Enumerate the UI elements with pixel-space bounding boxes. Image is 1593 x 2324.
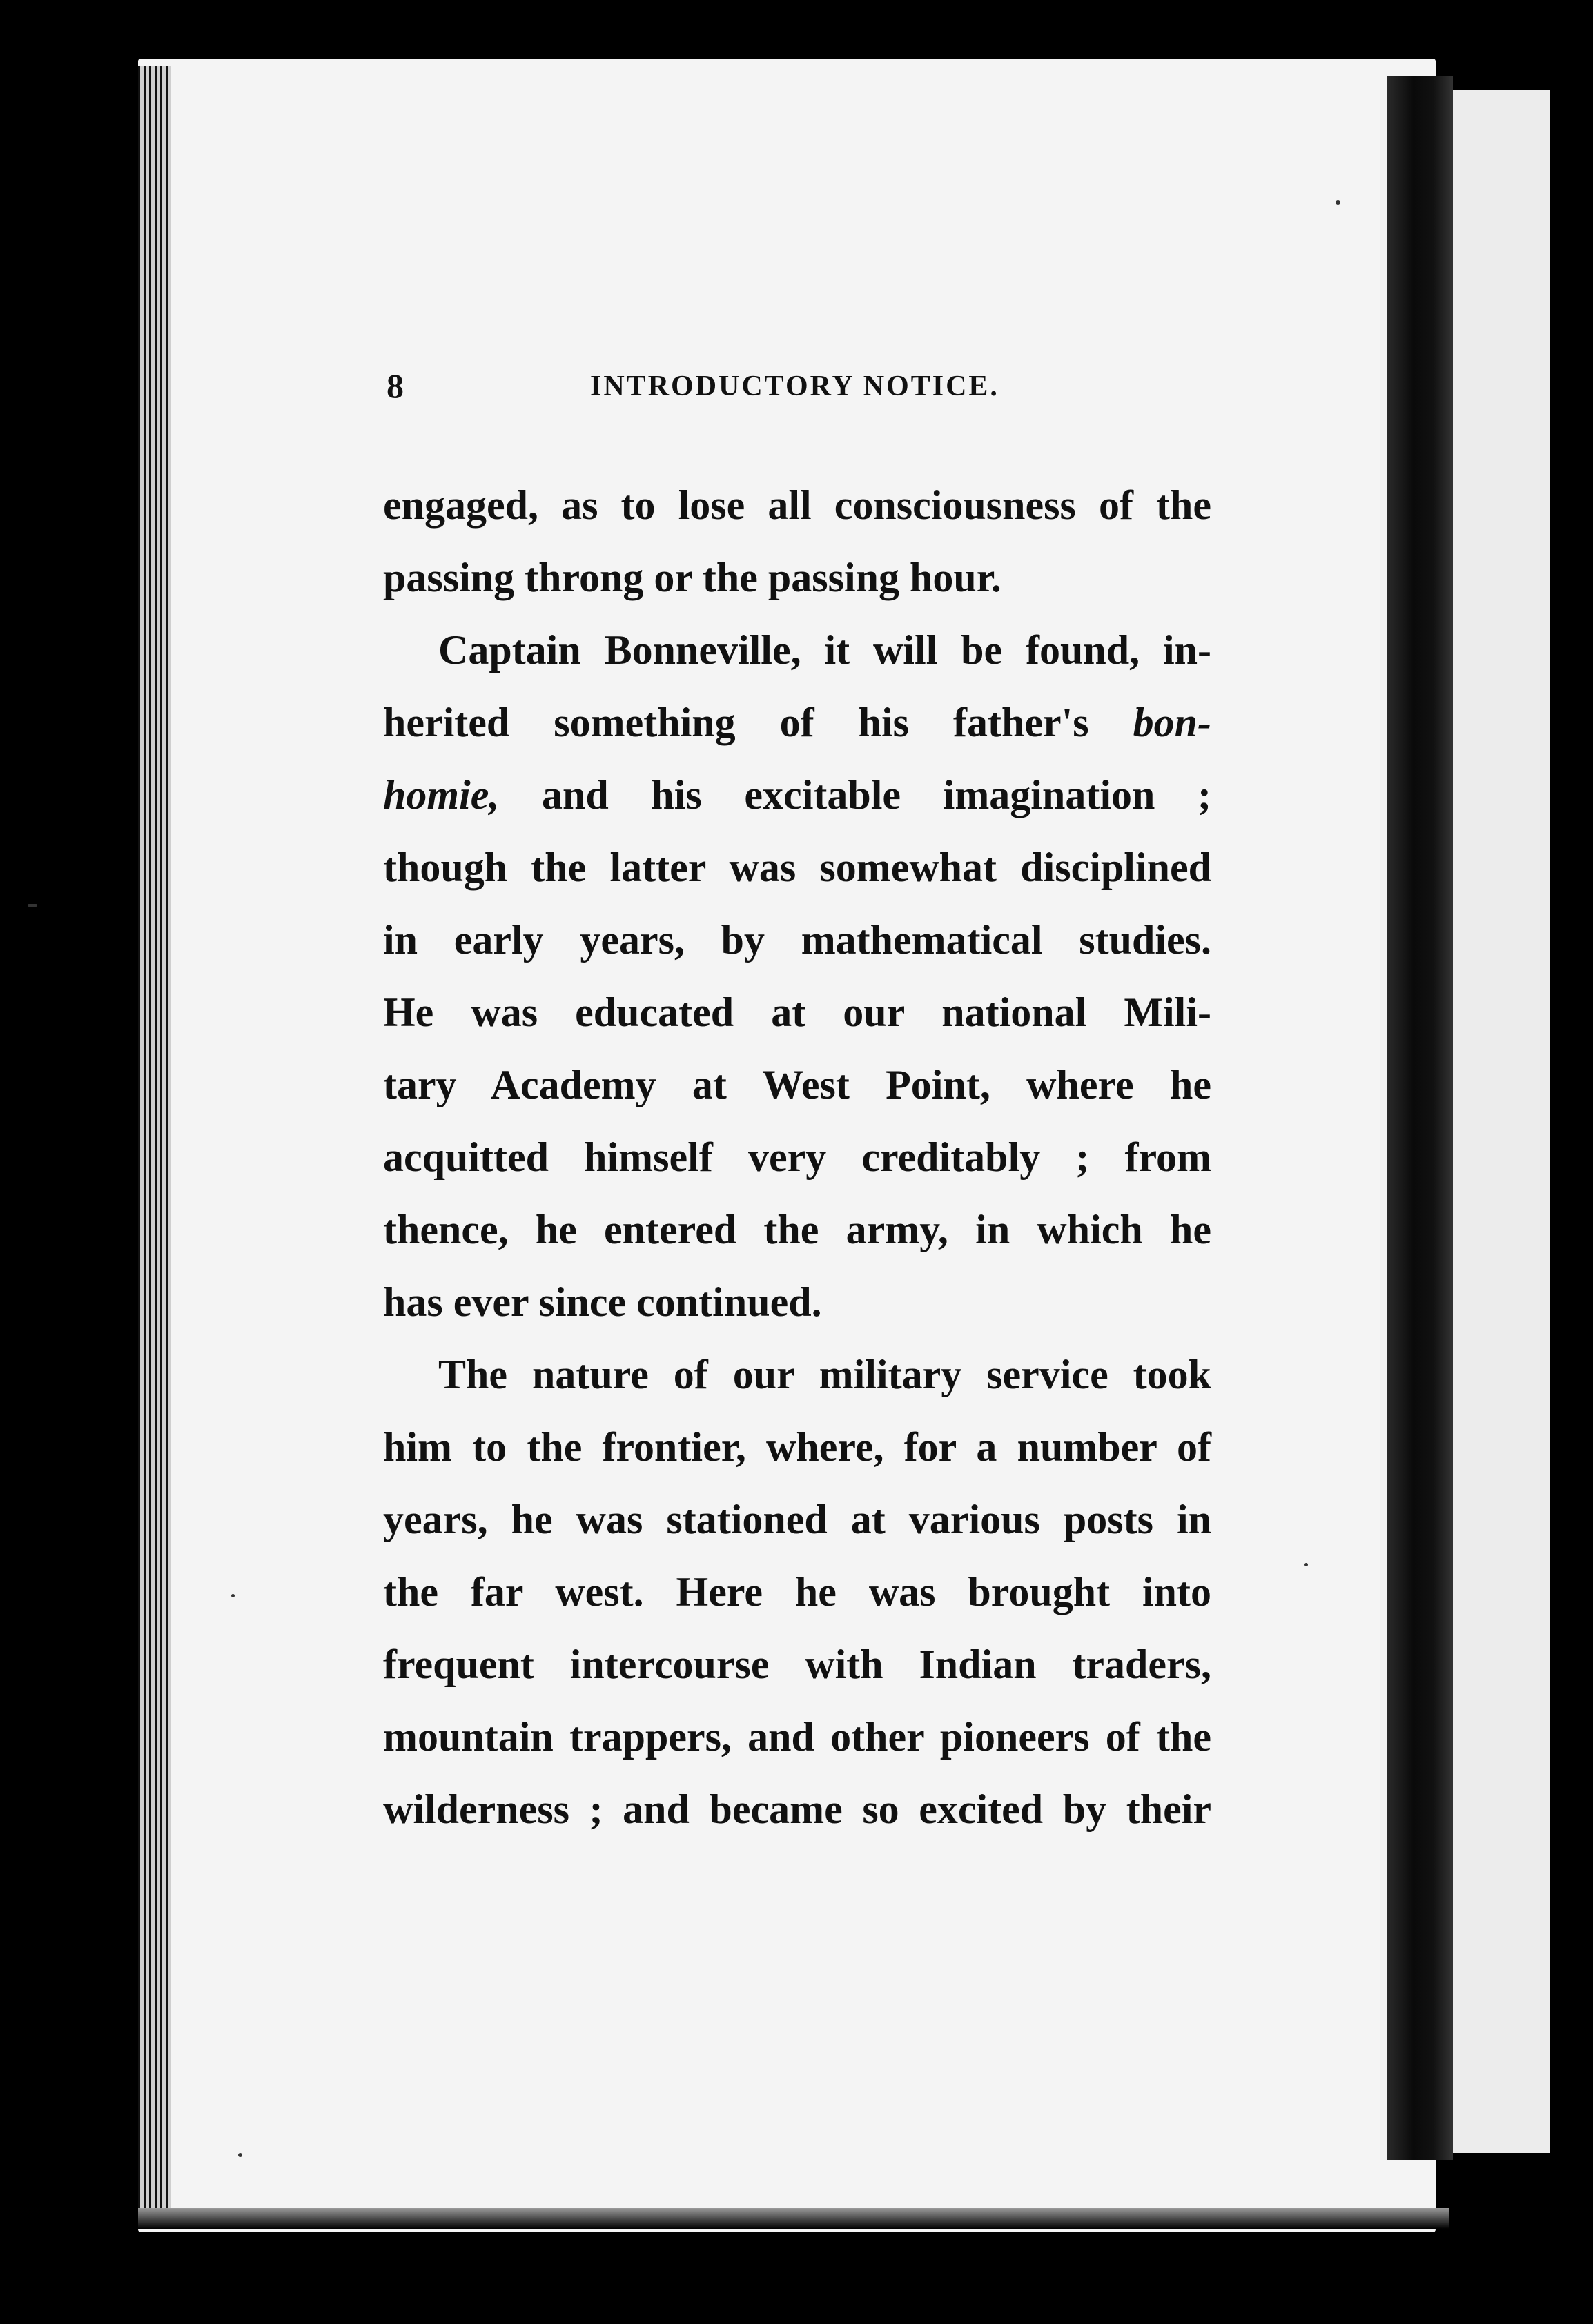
text-line: though the latter was somewhat disciplined (383, 845, 1211, 890)
dust-speck (1304, 1563, 1308, 1566)
running-title: INTRODUCTORY NOTICE. (590, 371, 999, 402)
text-line (383, 759, 1211, 831)
dust-speck (28, 904, 37, 907)
running-head (387, 366, 1028, 414)
text-line: thence, he entered the army, in which he (383, 1207, 1211, 1252)
text-line: acquitted himself very creditably ; from (383, 1134, 1211, 1180)
text-line: frequent intercourse with Indian traders, (383, 1642, 1211, 1687)
body-text (383, 469, 1211, 1846)
scan-right-border (1550, 55, 1593, 2194)
text-line: passing throng or the passing hour. (383, 555, 1001, 600)
text-line: engaged, as to lose all consciousness of the (383, 482, 1211, 528)
dust-speck (238, 2153, 242, 2157)
text-line: wilderness ; and became so excited by their (383, 1786, 1211, 1832)
page-bottom-shadow (138, 2208, 1449, 2229)
page-edge-lines (138, 66, 171, 2225)
italic-word: homie, (383, 772, 500, 818)
text-line: He was educated at our national Mili- (383, 989, 1211, 1035)
text-line: him to the frontier, where, for a number of (383, 1424, 1211, 1470)
text-line: has ever since continued. (383, 1279, 822, 1325)
text-line: mountain trappers, and other pioneers of the (383, 1714, 1211, 1760)
text-line: the far west. Here he was brought into (383, 1569, 1211, 1615)
italic-word: bon- (1133, 700, 1211, 745)
text-line: years, he was stationed at various posts in (383, 1497, 1211, 1542)
dust-speck (231, 1594, 235, 1597)
text-line: The nature of our military service took (438, 1352, 1211, 1397)
book-gutter (1387, 76, 1453, 2160)
text-line: in early years, by mathematical studies. (383, 917, 1211, 963)
dust-speck (1336, 200, 1340, 205)
text-line (383, 687, 1211, 759)
text-line: tary Academy at West Point, where he (383, 1062, 1211, 1107)
text-line: Captain Bonneville, it will be found, in- (438, 627, 1211, 673)
text-fragment: and his excitable imagination ; (542, 772, 1211, 818)
text-fragment: herited something of his father's (383, 700, 1089, 745)
page-number: 8 (387, 366, 404, 405)
facing-page-edge (1453, 90, 1550, 2153)
